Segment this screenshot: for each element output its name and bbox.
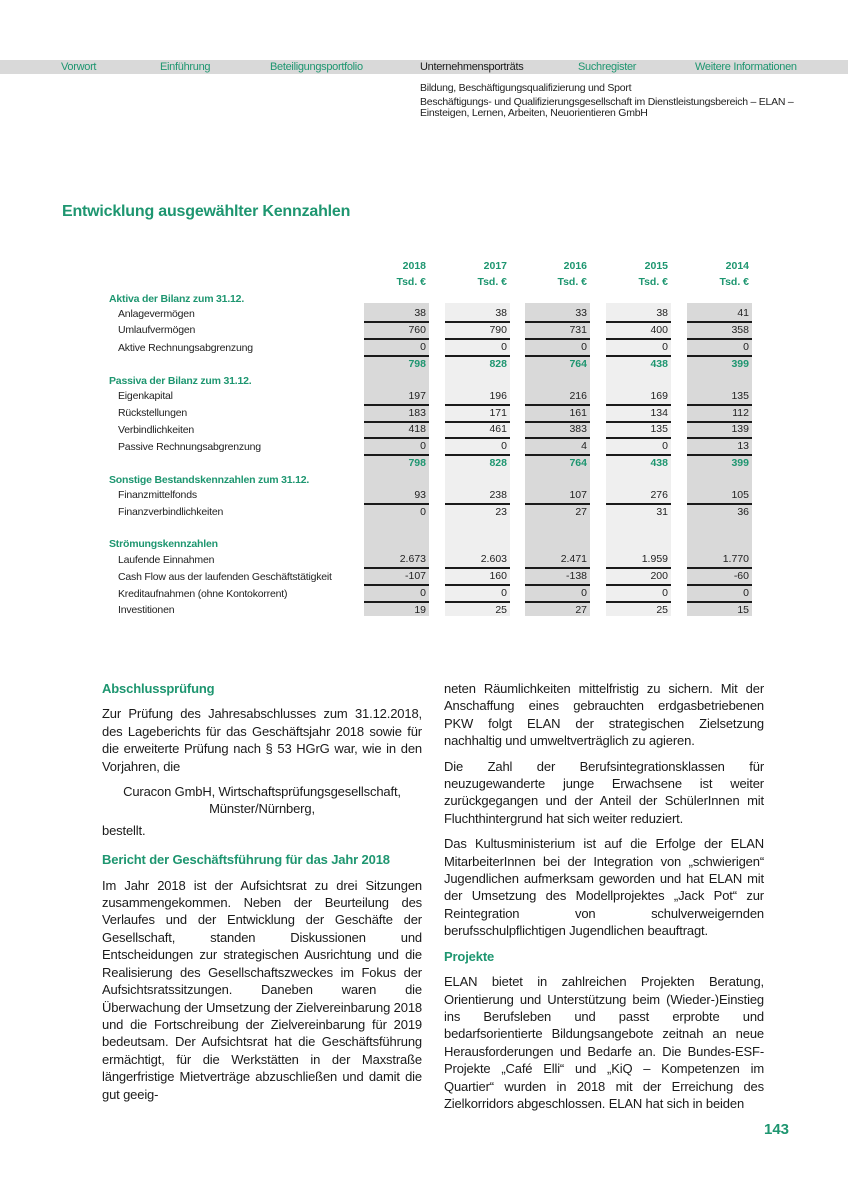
table-cell: 200 xyxy=(606,568,671,586)
table-cell: 418 xyxy=(364,421,429,439)
heading-abschlusspruefung: Abschlussprüfung xyxy=(102,681,215,696)
total-cell: 828 xyxy=(489,457,507,469)
row-label: Cash Flow aus der laufenden Geschäftstätigkeit xyxy=(118,571,332,583)
table-cell: 135 xyxy=(606,421,671,439)
table-cell: 41 xyxy=(687,305,752,323)
company-name-line2: Einsteigen, Lernen, Arbeiten, Neuorientieren GmbH xyxy=(420,107,648,119)
table-cell: 760 xyxy=(364,322,429,340)
section-label-passiva: Passiva der Bilanz zum 31.12. xyxy=(109,375,252,387)
table-cell: 169 xyxy=(606,388,671,406)
table-cell: 2.471 xyxy=(525,551,590,569)
nav-einfuehrung[interactable]: Einführung xyxy=(160,61,211,73)
page-number: 143 xyxy=(764,1121,790,1138)
heading-bericht-geschaeftsfuehrung: Bericht der Geschäftsführung für das Jahr 2018 xyxy=(102,852,390,868)
table-cell: 2.673 xyxy=(364,551,429,569)
top-navigation-bar xyxy=(0,60,848,74)
nav-unternehmensportraets[interactable]: Unternehmensporträts xyxy=(420,61,524,73)
table-cell: 31 xyxy=(656,506,668,518)
table-cell: 0 xyxy=(364,339,429,357)
company-name-line1: Beschäftigungs- und Qualifizierungsgesellschaft im Dienstleistungsbereich – ELAN – xyxy=(420,96,794,108)
table-cell: 1.770 xyxy=(687,551,752,569)
table-cell: 0 xyxy=(445,339,510,357)
row-label: Investitionen xyxy=(118,604,175,616)
table-cell: 2.603 xyxy=(445,551,510,569)
year-header-2014: 2014 xyxy=(725,260,749,272)
total-cell: 764 xyxy=(569,358,587,370)
section-label-aktiva: Aktiva der Bilanz zum 31.12. xyxy=(109,293,245,305)
table-cell: 0 xyxy=(606,339,671,357)
table-cell: 23 xyxy=(495,506,507,518)
year-header-2015: 2015 xyxy=(644,260,668,272)
table-cell: 161 xyxy=(525,405,590,423)
total-cell: 399 xyxy=(731,457,749,469)
table-cell: -60 xyxy=(687,568,752,586)
right-text-column xyxy=(444,680,764,1120)
table-cell: 0 xyxy=(364,438,429,456)
table-cell: 4 xyxy=(525,438,590,456)
total-cell: 764 xyxy=(569,457,587,469)
table-cell: 19 xyxy=(414,604,426,616)
table-cell: 135 xyxy=(687,388,752,406)
nav-vorwort[interactable]: Vorwort xyxy=(61,61,97,73)
table-cell: 171 xyxy=(445,405,510,423)
table-cell: 0 xyxy=(606,438,671,456)
total-cell: 798 xyxy=(408,457,426,469)
nav-weitere-informationen[interactable]: Weitere Informationen xyxy=(695,61,797,73)
total-cell: 399 xyxy=(731,358,749,370)
table-cell: 0 xyxy=(687,339,752,357)
table-cell: 33 xyxy=(525,305,590,323)
table-cell: 0 xyxy=(525,339,590,357)
row-label: Finanzverbindlichkeiten xyxy=(118,506,224,518)
table-cell: 358 xyxy=(687,322,752,340)
section-title: Entwicklung ausgewählter Kennzahlen xyxy=(62,203,351,220)
table-cell: 238 xyxy=(445,487,510,505)
table-cell: 112 xyxy=(687,405,752,423)
table-cell: 400 xyxy=(606,322,671,340)
table-cell: 38 xyxy=(445,305,510,323)
unit-header: Tsd. € xyxy=(557,276,587,288)
table-cell: 0 xyxy=(606,585,671,603)
total-cell: 438 xyxy=(650,358,668,370)
year-header-2018: 2018 xyxy=(402,260,426,272)
category-subtitle: Bildung, Beschäftigungsqualifizierung und Sport xyxy=(420,82,632,94)
row-label: Rückstellungen xyxy=(118,407,187,419)
table-cell: 0 xyxy=(420,506,426,518)
table-cell: 105 xyxy=(687,487,752,505)
total-cell: 798 xyxy=(408,358,426,370)
paragraph: Zur Prüfung des Jahresabschlusses zum 31.12.2018, des Lageberichts für das Geschäftsjahr 2018 sowie für die erweiterte Prüfung nach § 53 HGrG war, wie in den Vorjahren, die xyxy=(102,706,422,774)
table-cell: 196 xyxy=(445,388,510,406)
paragraph: neten Räumlichkeiten mittelfristig zu sichern. Mit der Anschaffung eines gebrauchten erdgasbetriebenen PKW folgt ELAN der strategischen Zielsetzung nachhaltig und umweltverträglich zu agieren. xyxy=(444,681,764,749)
auditor-name: Curacon GmbH, Wirtschaftsprüfungsgesellschaft, xyxy=(123,784,401,800)
table-cell: 134 xyxy=(606,405,671,423)
row-label: Kreditaufnahmen (ohne Kontokorrent) xyxy=(118,588,288,600)
table-cell: 38 xyxy=(606,305,671,323)
table-cell: 160 xyxy=(445,568,510,586)
row-label: Verbindlichkeiten xyxy=(118,424,194,436)
unit-header: Tsd. € xyxy=(719,276,749,288)
table-cell: 13 xyxy=(687,438,752,456)
row-label: Umlaufvermögen xyxy=(118,324,196,336)
year-header-2017: 2017 xyxy=(483,260,507,272)
table-cell: 27 xyxy=(575,604,587,616)
paragraph: Das Kultusministerium ist auf die Erfolge der ELAN MitarbeiterInnen bei der Integration von „schwierigen“ Jugendlichen aufmerksam geworden und hat ELAN mit der Umsetzung des Modellprojektes „Jack Pot“ zur Reintegration von schulverweigernden berufsschulpflichtigen Jugendlichen beauftragt. xyxy=(444,836,764,939)
total-cell: 438 xyxy=(650,457,668,469)
table-cell: 107 xyxy=(525,487,590,505)
row-label: Passive Rechnungsabgrenzung xyxy=(118,441,261,453)
heading-projekte: Projekte xyxy=(444,948,495,964)
table-cell: 276 xyxy=(606,487,671,505)
table-cell: 216 xyxy=(525,388,590,406)
row-label: Aktive Rechnungsabgrenzung xyxy=(118,342,253,354)
table-cell: -107 xyxy=(364,568,429,586)
year-header-2016: 2016 xyxy=(563,260,587,272)
section-label-sonstige: Sonstige Bestandskennzahlen zum 31.12. xyxy=(109,474,310,486)
section-label-stroemung: Strömungskennzahlen xyxy=(109,538,218,550)
table-cell: 0 xyxy=(525,585,590,603)
table-cell: 38 xyxy=(364,305,429,323)
row-label: Laufende Einnahmen xyxy=(118,554,215,566)
auditor-city: Münster/Nürnberg, xyxy=(209,801,315,817)
paragraph: Die Zahl der Berufsintegrationsklassen für neuzugewanderte junge Erwachsene ist weiter zurückgegangen und der Anteil der SchülerInnen mit Fluchthintergrund hat sich weiter reduziert. xyxy=(444,758,764,826)
unit-header: Tsd. € xyxy=(396,276,426,288)
unit-header: Tsd. € xyxy=(638,276,668,288)
table-cell: 383 xyxy=(525,421,590,439)
paragraph: ELAN bietet in zahlreichen Projekten Beratung, Orientierung und Unterstützung beim (Wieder-)Einstieg ins Berufsleben und passt erprobte und bedarfsorientierte Bildungsangebote zeitnah an neue Herausforderungen und Bedarfe an. Die Bundes-ESF-Projekte „Café Elli“ und „KiQ – Kompetenzen im Quartier“ wurden in 2018 mit der Erreichung des Zielkorridors abgeschlossen. ELAN hat sich in beiden xyxy=(444,974,764,1111)
table-cell: 0 xyxy=(687,585,752,603)
table-cell: 25 xyxy=(495,604,507,616)
table-cell: 461 xyxy=(445,421,510,439)
table-cell: 1.959 xyxy=(606,551,671,569)
table-cell: 0 xyxy=(445,585,510,603)
left-text-column xyxy=(102,680,422,1111)
table-cell: 36 xyxy=(737,506,749,518)
table-cell: 93 xyxy=(364,487,429,505)
table-cell: 731 xyxy=(525,322,590,340)
table-cell: 27 xyxy=(575,506,587,518)
table-cell: 0 xyxy=(364,585,429,603)
unit-header: Tsd. € xyxy=(477,276,507,288)
table-cell: 790 xyxy=(445,322,510,340)
row-label: Finanzmittelfonds xyxy=(118,489,197,501)
table-cell: 15 xyxy=(737,604,749,616)
paragraph: Im Jahr 2018 ist der Aufsichtsrat zu drei Sitzungen zusammengekommen. Neben der Beurteilung des Verlaufes und der Entwicklung der Geschäfte der Gesellschaft, standen Diskussionen und Entscheidungen zur strategischen Ausrichtung und die Realisierung des Gesellschaftszweckes im Fokus der Aufsichtsratssitzungen. Daneben waren die Überwachung der Umsetzung der Zielvereinbarung 2018 und die Fortschreibung der Zielvereinbarung für 2019 bedeutsam. Der Aufsichtsrat hat die Geschäftsführung ermächtigt, für die Werkstätten in der Maxstraße längerfristige Mietverträge abzuschließen und damit die gut geeig- xyxy=(102,877,422,1102)
row-label: Anlagevermögen xyxy=(118,308,195,320)
table-cell: 0 xyxy=(445,438,510,456)
nav-suchregister[interactable]: Suchregister xyxy=(578,61,637,73)
nav-beteiligungsportfolio[interactable]: Beteiligungsportfolio xyxy=(270,61,363,73)
table-cell: 25 xyxy=(656,604,668,616)
table-cell: -138 xyxy=(525,568,590,586)
table-cell: 197 xyxy=(364,388,429,406)
row-label: Eigenkapital xyxy=(118,390,173,402)
paragraph: bestellt. xyxy=(102,822,146,838)
table-cell: 139 xyxy=(687,421,752,439)
table-cell: 183 xyxy=(364,405,429,423)
total-cell: 828 xyxy=(489,358,507,370)
